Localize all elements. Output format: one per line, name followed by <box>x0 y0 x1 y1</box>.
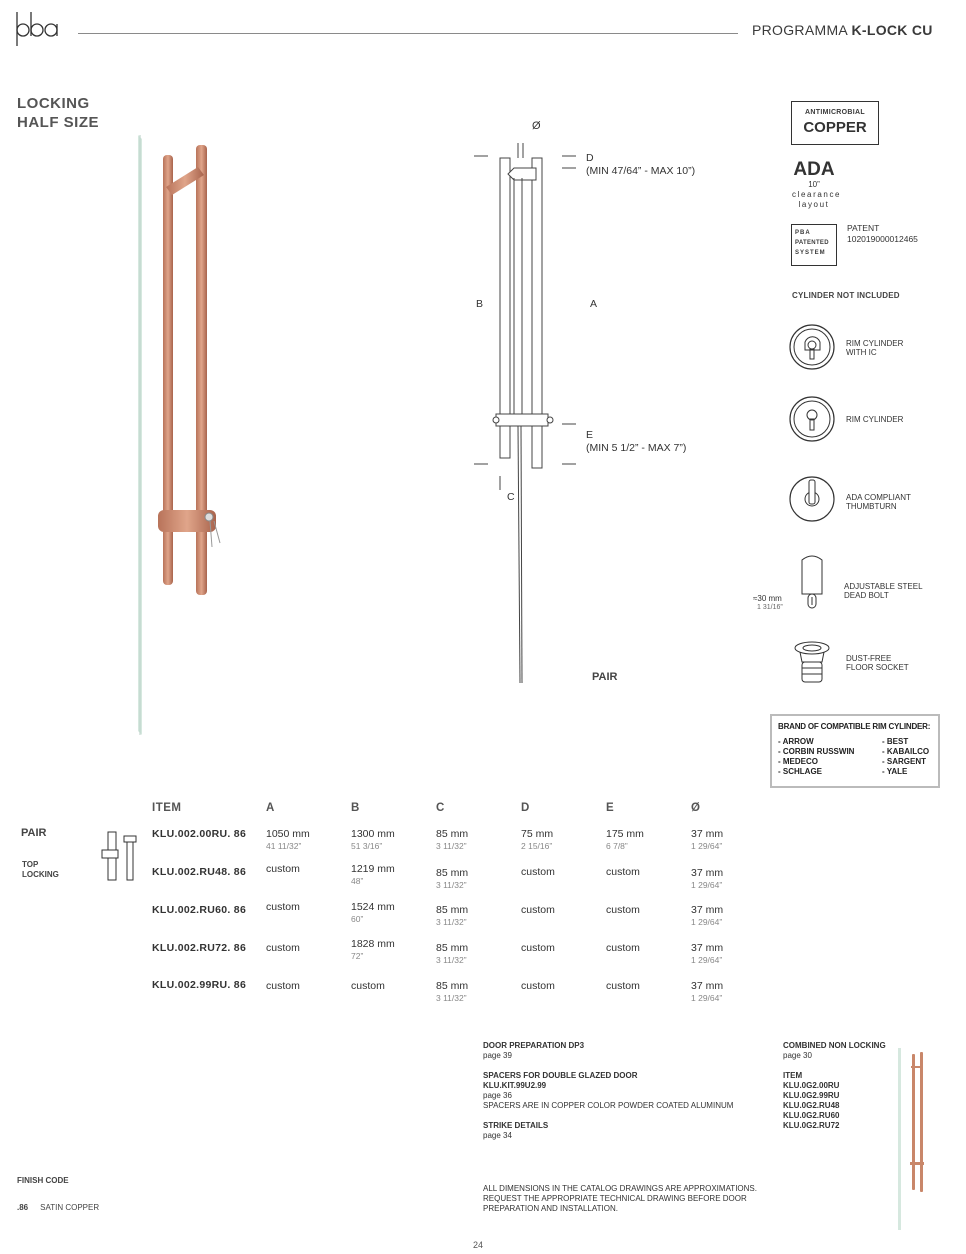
cell-a: custom <box>266 863 300 875</box>
cell-d: custom <box>521 866 555 878</box>
cell-e: custom <box>606 942 640 954</box>
finish-code-label: FINISH CODE <box>17 1176 69 1185</box>
drawing-pair-label: PAIR <box>592 671 618 683</box>
rim-cylinder-ic-label: RIM CYLINDER WITH IC <box>846 339 904 357</box>
page-header-title: PROGRAMMA K-LOCK CU <box>752 22 933 38</box>
strike-details-note: STRIKE DETAILS page 34 <box>483 1121 549 1140</box>
item-code: KLU.002.RU48. 86 <box>152 866 247 878</box>
cell-b: 1524 mm 60” <box>351 901 395 924</box>
page-number: 24 <box>473 1240 484 1250</box>
cell-diameter: 37 mm 1 29/64” <box>691 980 724 1003</box>
section-title: LOCKING HALF SIZE <box>17 95 99 131</box>
door-preparation-note: DOOR PREPARATION DP3 page 39 <box>483 1041 585 1060</box>
cell-diameter: 37 mm 1 29/64” <box>691 942 724 965</box>
cell-a: custom <box>266 942 300 954</box>
rim-cylinder-icon <box>788 394 838 444</box>
pba-patented-badge: PBA PATENTED SYSTEM <box>791 224 837 266</box>
cell-a: custom <box>266 980 300 992</box>
cell-e: 175 mm 6 7/8” <box>606 828 644 851</box>
cell-diameter: 37 mm 1 29/64” <box>691 828 724 851</box>
thumbturn-label: ADA COMPLIANT THUMBTURN <box>846 493 911 511</box>
cell-c: 85 mm 3 11/32” <box>436 867 469 890</box>
dim-a: A <box>590 298 598 310</box>
cell-b: 1300 mm 51 3/16” <box>351 828 395 851</box>
cell-c: 85 mm 3 11/32” <box>436 904 469 927</box>
cell-a: 1050 mm 41 11/32” <box>266 828 310 851</box>
top-locking-icon <box>100 830 142 882</box>
cell-b: 1828 mm 72” <box>351 938 395 961</box>
floor-socket-label: DUST-FREE FLOOR SOCKET <box>846 654 909 672</box>
floor-socket-icon <box>794 640 834 688</box>
cell-c: 85 mm 3 11/32” <box>436 980 469 1003</box>
dead-bolt-icon <box>800 552 824 612</box>
combined-non-locking: COMBINED NON LOCKING page 30 ITEM KLU.0G2.00RU KLU.0G2.99RU KLU.0G2.RU48 KLU.0G2.RU60 KLU.0G2.RU72 <box>783 1041 886 1130</box>
compatible-brands-box: BRAND OF COMPATIBLE RIM CYLINDER: - ARROW - CORBIN RUSSWIN - MEDECO - SCHLAGE - BEST - KABAILCO - SARGENT - YALE <box>770 714 940 788</box>
col-header-e: E <box>606 802 615 814</box>
cell-c: 85 mm 3 11/32” <box>436 942 469 965</box>
cell-a: custom <box>266 901 300 913</box>
dead-bolt-dimension: ≈30 mm 1 31/16” <box>753 594 783 611</box>
col-header-a: A <box>266 802 275 814</box>
diameter-label: Ø <box>532 120 541 132</box>
col-header-d: D <box>521 802 530 814</box>
cell-c: 85 mm 3 11/32” <box>436 828 469 851</box>
combined-product-photo <box>898 1048 932 1230</box>
dim-d: D (MIN 47/64” - MAX 10”) <box>586 152 696 177</box>
antimicrobial-copper-badge: ANTIMICROBIAL COPPER <box>791 101 879 145</box>
ada-badge: ADA 10” clearance layout <box>792 159 842 209</box>
col-header-b: B <box>351 802 360 814</box>
item-code: KLU.002.99RU. 86 <box>152 979 247 991</box>
cell-d: custom <box>521 980 555 992</box>
rim-cylinder-label: RIM CYLINDER <box>846 415 904 424</box>
dead-bolt-label: ADJUSTABLE STEEL DEAD BOLT <box>844 582 923 600</box>
cell-d: custom <box>521 942 555 954</box>
item-code: KLU.002.00RU. 86 <box>152 828 247 840</box>
cell-diameter: 37 mm 1 29/64” <box>691 904 724 927</box>
col-header-diameter: Ø <box>691 802 701 814</box>
cell-e: custom <box>606 980 640 992</box>
dim-b: B <box>476 298 484 310</box>
cell-d: 75 mm 2 15/16” <box>521 828 554 851</box>
finish-code-value: .86 SATIN COPPER <box>17 1203 100 1212</box>
group-label-pair: PAIR <box>21 827 47 839</box>
col-header-c: C <box>436 802 445 814</box>
pba-logo <box>14 8 62 48</box>
thumbturn-icon <box>788 474 838 524</box>
cell-d: custom <box>521 904 555 916</box>
disclaimer: ALL DIMENSIONS IN THE CATALOG DRAWINGS ARE APPROXIMATIONS. REQUEST THE APPROPRIATE TECHNICAL DRAWING BEFORE DOOR PREPARATION AND INSTALLATION. <box>483 1184 757 1213</box>
cell-e: custom <box>606 904 640 916</box>
cylinder-note: CYLINDER NOT INCLUDED <box>792 291 900 300</box>
technical-drawing <box>470 118 720 698</box>
item-code: KLU.002.RU60. 86 <box>152 904 247 916</box>
dim-e: E (MIN 5 1/2” - MAX 7”) <box>586 429 687 454</box>
item-code: KLU.002.RU72. 86 <box>152 942 247 954</box>
group-sublabel: TOP LOCKING <box>22 860 59 879</box>
cell-diameter: 37 mm 1 29/64” <box>691 867 724 890</box>
rim-cylinder-ic-icon <box>788 322 838 372</box>
header-divider <box>78 33 738 34</box>
cell-b: 1219 mm 48” <box>351 863 395 886</box>
col-header-item: ITEM <box>152 802 182 814</box>
patent-number: PATENT 102019000012465 <box>847 223 918 244</box>
dim-c: C <box>507 491 515 503</box>
cell-e: custom <box>606 866 640 878</box>
spacers-note: SPACERS FOR DOUBLE GLAZED DOOR KLU.KIT.99U2.99 page 36 SPACERS ARE IN COPPER COLOR POWDER COATED ALUMINUM <box>483 1071 734 1110</box>
product-photo <box>138 135 248 735</box>
cell-b: custom <box>351 980 385 992</box>
